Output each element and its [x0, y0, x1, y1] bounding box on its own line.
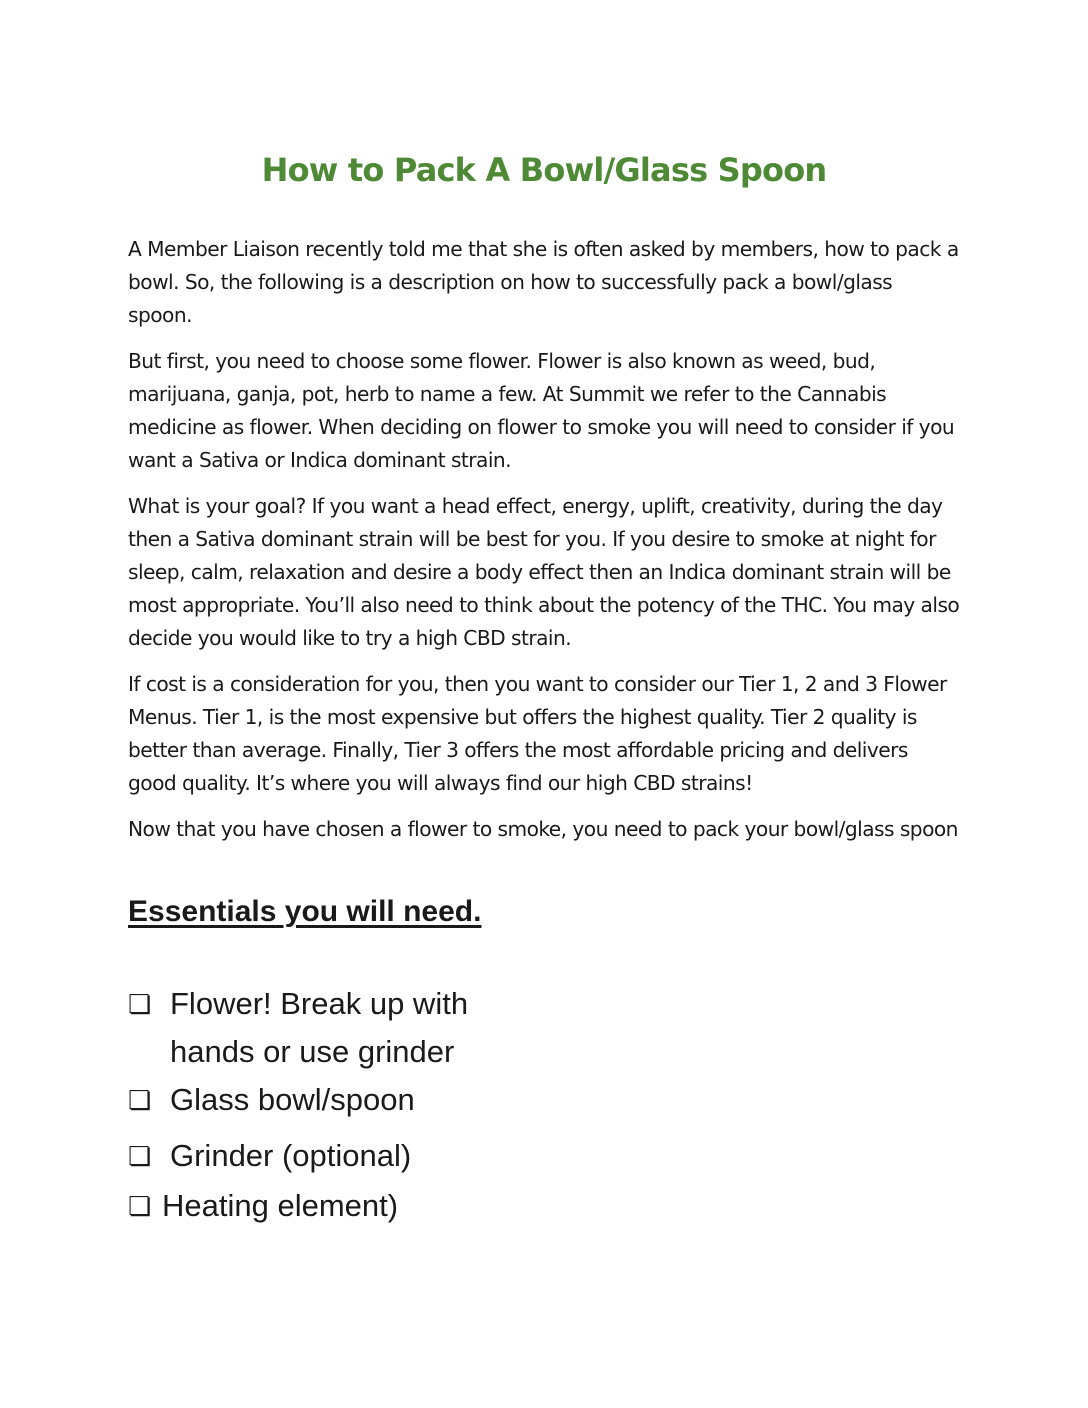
paragraph-cost: If cost is a consideration for you, then you want to consider our Tier 1, 2 and 3 Flower Menus. Tier 1, is the most expensive but offers the highest quality. Tier 2 quality is better than average. Finally, Tier 3 offers the most affordable pricing and delivers good quality. It’s where you will always find our high CBD strains! — [128, 672, 947, 795]
checklist-item-label: Heating element) — [162, 1188, 399, 1223]
checkbox-icon: ❏ — [128, 989, 152, 1019]
paragraph-choose-flower: But first, you need to choose some flower. Flower is also known as weed, bud, marijuana, ganja, pot, herb to name a few. At Summit we refer to the Cannabis medicine as flower. When deciding on flower to smoke you will need to consider if you want a Sativa or Indica dominant strain. — [128, 349, 955, 472]
paragraph-intro: A Member Liaison recently told me that she is often asked by members, how to pack a bowl. So, the following is a description on how to successfully pack a bowl/glass spoon. — [128, 237, 959, 327]
essentials-checklist — [128, 980, 728, 1230]
essentials-heading: Essentials you will need. — [128, 895, 482, 928]
checklist-item-label: Grinder (optional) — [170, 1138, 412, 1173]
checklist-item — [128, 1076, 728, 1124]
checklist-item — [128, 980, 728, 1076]
paragraph-goal: What is your goal? If you want a head effect, energy, uplift, creativity, during the day then a Sativa dominant strain will be best for you. If you desire to smoke at night for sleep, calm, relaxation and desire a body effect then an Indica dominant strain will be most appropriate. You’ll also need to think about the potency of the THC. You may also decide you would like to try a high CBD strain. — [128, 494, 960, 650]
checklist-item — [128, 1182, 728, 1230]
checklist-item-label: Glass bowl/spoon — [170, 1082, 415, 1117]
checkbox-icon: ❏ — [128, 1141, 152, 1171]
body-text — [128, 233, 960, 859]
checkbox-icon: ❏ — [128, 1191, 152, 1221]
checkbox-icon: ❏ — [128, 1085, 152, 1115]
page-title: How to Pack A Bowl/Glass Spoon — [261, 151, 827, 190]
checklist-item — [128, 1132, 728, 1180]
checklist-item-label: Flower! Break up with hands or use grinder — [170, 986, 469, 1069]
paragraph-pack-bowl: Now that you have chosen a flower to smoke, you need to pack your bowl/glass spoon — [128, 817, 958, 841]
